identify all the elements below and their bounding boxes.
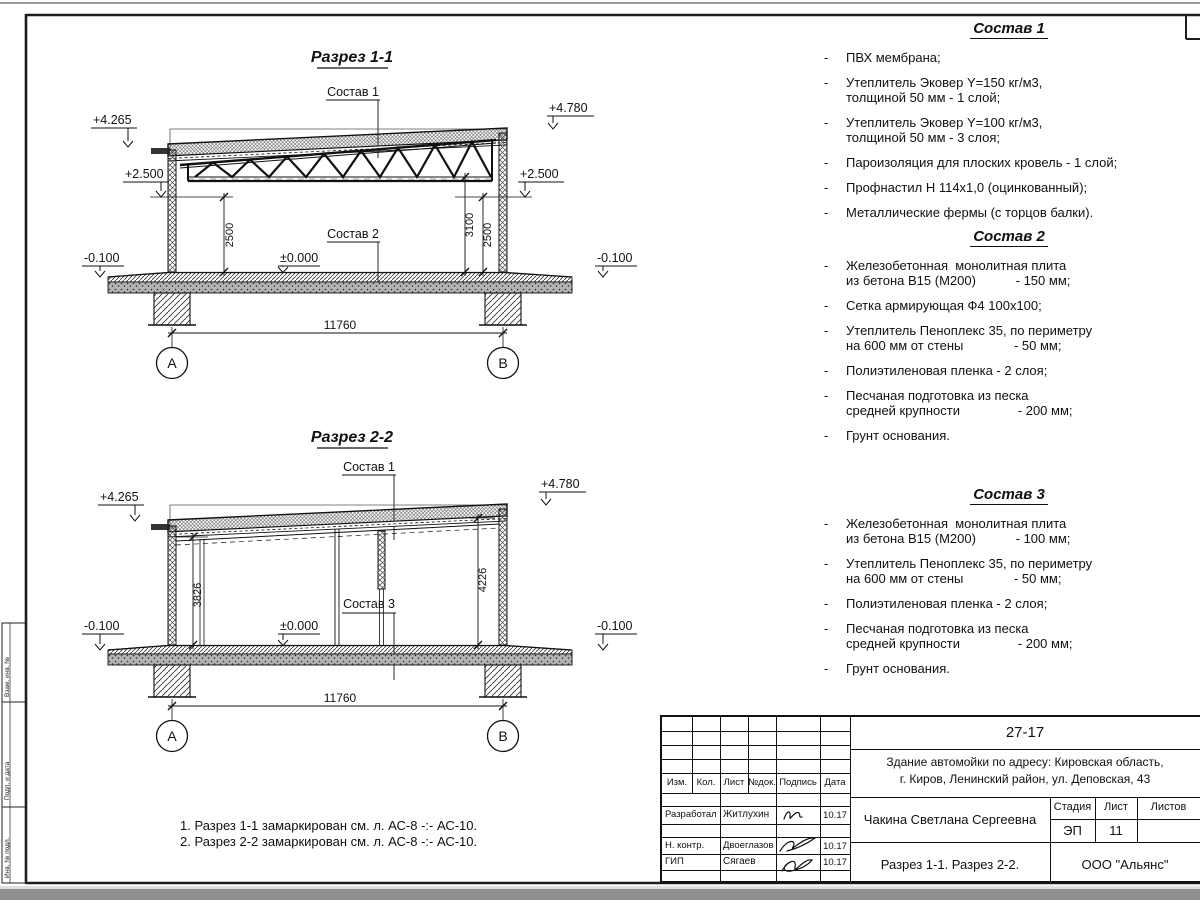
signatures <box>772 799 824 883</box>
signature-razrabotal <box>784 812 802 819</box>
list-item: - Профнастил Н 114х1,0 (оцинкованный); <box>824 180 1088 195</box>
engineer-name: Чакина Светлана Сергеевна <box>863 812 1037 827</box>
elev-m100-r-s2: -0.100 <box>597 619 633 633</box>
date-gip: 10.17 <box>823 857 847 868</box>
section-1-1-drawing <box>82 49 637 379</box>
dash-bullet: - <box>824 155 829 170</box>
elevation-marks-2 <box>82 477 637 650</box>
dash-bullet: - <box>824 205 829 220</box>
margin-label-vzam: Взам. инв. № <box>4 656 11 697</box>
svg-text:Состав 3: Состав 3 <box>343 597 395 611</box>
axis-letter-b1: В <box>498 355 508 371</box>
col-podpis: Подпись <box>779 777 817 788</box>
list-item: - Металлические фермы (с торцов балки). <box>824 205 1094 220</box>
col-ndok: №док. <box>748 777 776 788</box>
dash-bullet: - <box>824 428 829 443</box>
wall-left-s2 <box>168 526 176 645</box>
margin-label-inv: Инв. № подл. <box>4 837 11 878</box>
span-dim-2 <box>157 691 519 752</box>
list-item: - Утеплитель Пеноплекс 35, по периметру на 600 мм от стены - 50 мм; <box>824 556 1093 586</box>
roof-slab <box>168 128 507 161</box>
section-1-1-title: Разрез 1-1 <box>310 49 394 66</box>
list-item: - Песчаная подготовка из песка средней крупности - 200 мм; <box>824 621 1073 651</box>
dim-3826: 3826 <box>192 582 204 608</box>
list-item: - Утеплитель Эковер Y=100 кг/м3, толщиной 50 мм - 3 слоя; <box>824 115 1043 145</box>
note-line: 2. Разрез 2-2 замаркирован см. л. АС-8 -:- АС-10. <box>180 834 478 849</box>
elev-m100-l-s2: -0.100 <box>84 619 120 633</box>
object-address-line2: г. Киров, Ленинский район, ул. Деповская, 43 <box>899 772 1151 786</box>
dash-bullet: - <box>824 556 829 571</box>
note-line: 1. Разрез 1-1 замаркирован см. л. АС-8 -:- АС-10. <box>180 818 478 833</box>
list-item: - Утеплитель Пеноплекс 35, по периметру на 600 мм от стены - 50 мм; <box>824 323 1093 353</box>
dash-bullet: - <box>824 298 829 313</box>
composition-2 <box>818 228 1200 453</box>
dash-bullet: - <box>824 596 829 611</box>
dim-2500-right: 2500 <box>482 222 494 248</box>
list-item: - Полиэтиленовая пленка - 2 слоя; <box>824 363 1048 378</box>
list-item: - Железобетонная монолитная плита из бетона В15 (М200) - 100 мм; <box>824 516 1071 546</box>
elev-m100-l: -0.100 <box>84 251 120 265</box>
axis-letter-a1: А <box>167 355 177 371</box>
dash-bullet: - <box>824 388 829 403</box>
role-gip: ГИП <box>665 856 684 867</box>
col-list: Лист <box>723 777 745 788</box>
sheets-label: Листов <box>1150 801 1187 813</box>
dash-bullet: - <box>824 661 829 676</box>
margin-label-podp: Подп. и дата <box>4 761 11 800</box>
svg-text:Состав 1: Состав 1 <box>327 85 379 99</box>
svg-text:Состав 2: Состав 2 <box>327 227 379 241</box>
sheet-title: Разрез 1-1. Разрез 2-2. <box>880 857 1020 872</box>
list-item: - Грунт основания. <box>824 661 950 676</box>
elev-4780-s2: +4.780 <box>541 477 580 491</box>
dim-11760-1: 11760 <box>323 318 357 332</box>
dash-bullet: - <box>824 363 829 378</box>
list-item: - Утеплитель Эковер Y=150 кг/м3, толщиной 50 мм - 1 слой; <box>824 75 1043 105</box>
date-nkontr: 10.17 <box>823 841 847 852</box>
roof-slab-s2 <box>168 504 507 545</box>
composition-3-title: Состав 3 <box>818 486 1200 503</box>
dim-4226: 4226 <box>477 567 489 593</box>
role-razrabotal: Разработал <box>665 809 717 820</box>
stage-label: Стадия <box>1053 801 1092 813</box>
dash-bullet: - <box>824 180 829 195</box>
name-zhitlukhin: Житлухин <box>723 809 770 820</box>
sheet-value: 11 <box>1109 823 1123 838</box>
col-kol: Кол. <box>696 777 716 788</box>
dim-2500-left: 2500 <box>224 222 236 248</box>
wall-left <box>168 150 176 272</box>
name-dvoeglazov: Двоеглазов <box>723 840 774 851</box>
dash-bullet: - <box>824 516 829 531</box>
dash-bullet: - <box>824 115 829 130</box>
doc-number: 27-17 <box>1005 724 1045 741</box>
vertical-dims-1 <box>150 173 532 276</box>
wall-right <box>499 133 507 272</box>
list-item: - Песчаная подготовка из песка средней крупности - 200 мм; <box>824 388 1073 418</box>
floor-slab <box>108 273 572 294</box>
dash-bullet: - <box>824 621 829 636</box>
elev-2500-r: +2.500 <box>520 167 559 181</box>
dash-bullet: - <box>824 50 829 65</box>
list-item: - Сетка армирующая Ф4 100х100; <box>824 298 1042 313</box>
elev-4265: +4.265 <box>93 113 132 127</box>
callout-sostav3 <box>342 597 396 680</box>
date-razrabotal: 10.17 <box>823 810 847 821</box>
elev-4265-s2: +4.265 <box>100 490 139 504</box>
composition-3 <box>818 486 1200 686</box>
section-2-2-drawing <box>82 429 637 752</box>
sheet-notes <box>180 818 477 850</box>
list-item: - ПВХ мембрана; <box>824 50 941 65</box>
composition-1 <box>818 20 1200 230</box>
svg-text:Состав 1: Состав 1 <box>343 460 395 474</box>
list-item: - Железобетонная монолитная плита из бетона В15 (М200) - 150 мм; <box>824 258 1071 288</box>
dim-11760-2: 11760 <box>323 691 357 705</box>
signature-gip <box>782 860 812 871</box>
role-nkontr: Н. контр. <box>665 840 705 851</box>
elev-zero: ±0.000 <box>280 251 319 265</box>
floor-slab-s2 <box>108 646 572 666</box>
col-data: Дата <box>824 777 846 788</box>
wall-right-s2 <box>499 509 507 645</box>
elevation-marks-1 <box>82 101 637 277</box>
elev-2500-l: +2.500 <box>125 167 164 181</box>
gutter-ledge-s2 <box>151 524 170 530</box>
title-block <box>660 715 1200 883</box>
object-address-line1: Здание автомойки по адресу: Кировская область, <box>886 755 1164 769</box>
gutter-ledge <box>151 148 170 154</box>
span-dim-1 <box>157 318 519 379</box>
elev-zero-s2: ±0.000 <box>280 619 319 633</box>
list-item: - Пароизоляция для плоских кровель - 1 слой; <box>824 155 1118 170</box>
elev-m100-r: -0.100 <box>597 251 633 265</box>
elev-4780: +4.780 <box>549 101 588 115</box>
dim-3100: 3100 <box>464 212 476 238</box>
axis-letter-a2: А <box>167 728 177 744</box>
company-name: ООО "Альянс" <box>1081 857 1169 872</box>
list-item: - Полиэтиленовая пленка - 2 слоя; <box>824 596 1048 611</box>
list-item: - Грунт основания. <box>824 428 950 443</box>
dash-bullet: - <box>824 323 829 338</box>
stage-value: ЭП <box>1063 823 1082 838</box>
dash-bullet: - <box>824 75 829 90</box>
col-izm: Изм. <box>666 777 688 788</box>
composition-2-title: Состав 2 <box>818 228 1200 245</box>
section-2-2-title: Разрез 2-2 <box>310 429 394 446</box>
axis-letter-b2: В <box>498 728 508 744</box>
sheet-label: Лист <box>1104 801 1128 813</box>
name-syagaev: Сягаев <box>723 856 756 867</box>
dash-bullet: - <box>824 258 829 273</box>
signature-nkontr <box>780 838 815 851</box>
composition-1-title: Состав 1 <box>818 20 1200 37</box>
